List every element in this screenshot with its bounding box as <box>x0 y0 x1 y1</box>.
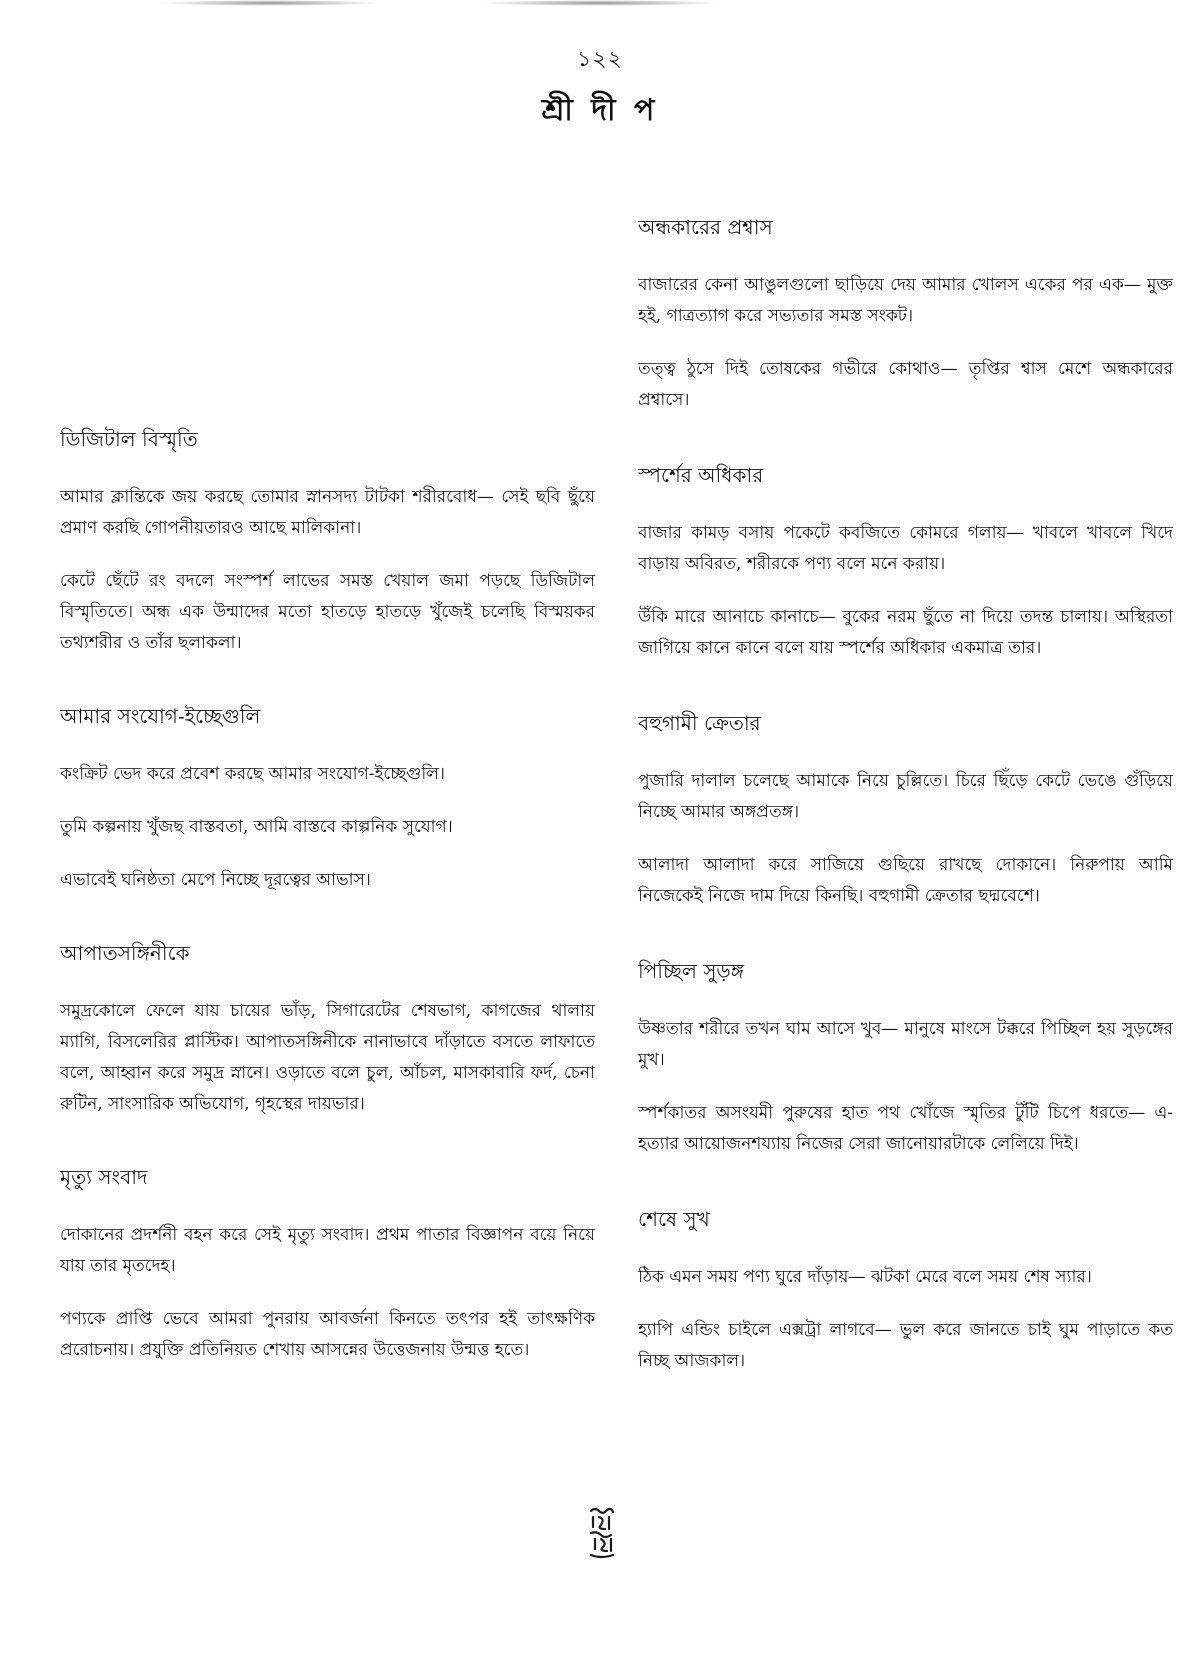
poem-section <box>638 212 1173 416</box>
poem-paragraph: বাজার কামড় বসায় পকেটে কবজিতে কোমরে গলায়— খাবলে খাবলে খিদে বাড়ায় অবিরত, শরীরকে পণ্য বলে মনে করায়। <box>638 523 1173 574</box>
poem-paragraph: আমার ক্লান্তিকে জয় করছে তোমার স্নানসদ্য টাটকা শরীরবোধ— সেই ছবি ছুঁয়ে প্রমাণ করছি গোপনীয়তারও আছে মালিকানা। <box>60 487 595 538</box>
poem-section <box>60 701 595 896</box>
page-number: ১২২ <box>577 47 623 72</box>
poem-paragraph: তুমি কল্পনায় খুঁজছ বাস্তবতা, আমি বাস্তবে কাল্পনিক সুযোগ। <box>60 817 453 837</box>
poem-section <box>638 1204 1173 1377</box>
poem-title: আমার সংযোগ-ইচ্ছেগুলি <box>60 704 261 728</box>
poem-paragraph: উষ্ণতার শরীরে তখন ঘাম আসে খুব— মানুষে মাংসে টক্করে পিচ্ছিল হয় সুড়ঙ্গের মুখ। <box>638 1019 1173 1070</box>
right-column <box>638 212 1173 1425</box>
poem-section <box>638 956 1173 1160</box>
poem-section <box>60 938 595 1120</box>
poem-section <box>638 708 1173 912</box>
poem-title: স্পর্শের অধিকার <box>638 463 764 487</box>
poem-title: মৃত্যু সংবাদ <box>60 1165 148 1189</box>
scan-artifact-right <box>480 0 720 6</box>
poem-paragraph: হ্যাপি এন্ডিং চাইলে এক্সট্রা লাগবে— ভুল করে জানতে চাই ঘুম পাড়াতে কত নিচ্ছ আজকাল। <box>638 1320 1173 1371</box>
poem-title: অন্ধকারের প্রশ্বাস <box>638 215 773 239</box>
poem-paragraph: কেটে ছেঁটে রং বদলে সংস্পর্শ লাভের সমস্ত খেয়াল জমা পড়ছে ডিজিটাল বিস্মৃতিতে। অন্ধ এক উন্মাদের মতো হাতড়ে হাতড়ে খুঁজেই চলেছি বিস্ময়কর তথ্যশরীর ও তাঁর ছলাকলা। <box>60 571 595 653</box>
poem-title: ডিজিটাল বিস্মৃতি <box>60 427 198 451</box>
poem-section <box>60 424 595 659</box>
poem-title: পিচ্ছিল সুড়ঙ্গ <box>638 959 744 983</box>
poem-title: বহুগামী ক্রেতার <box>638 711 761 735</box>
poem-paragraph: পণ্যকে প্রাপ্তি ভেবে আমরা পুনরায় আবর্জনা কিনতে তৎপর হই তাৎক্ষণিক প্ররোচনায়। প্রযুক্তি প্রতিনিয়ত শেখায় আসন্নের উত্তেজনায় উন্মত্ত হতে। <box>60 1309 595 1360</box>
magazine-title: শ্রী দী প <box>541 93 659 128</box>
poem-paragraph: কংক্রিট ভেদ করে প্রবেশ করছে আমার সংযোগ-ইচ্ছেগুলি। <box>60 764 445 784</box>
poem-paragraph: সমুদ্রকোলে ফেলে যায় চায়ের ভাঁড়, সিগারেটের শেষভাগ, কাগজের থালায় ম্যাগি, বিসলেরির প্লাস্টিক। আপাতসঙ্গিনীকে নানাভাবে দাঁড়াতে বসতে লাফাতে বলে, আহ্বান করে সমুদ্র স্নানে। ওড়াতে বলে চুল, আঁচল, মাসকাবারি ফর্দ, চেনা রুটিন, সাংসারিক অভিযোগ, গৃহস্থের দায়ভার। <box>60 1001 595 1114</box>
poem-paragraph: স্পর্শকাতর অসংযমী পুরুষের হাত পথ খোঁজে স্মৃতির টুঁটি চিপে ধরতে— এ-হত্যার আয়োজনশয্যায় নিজের সেরা জানোয়ারটাকে লেলিয়ে দিই। <box>638 1103 1173 1154</box>
poem-section <box>60 1162 595 1366</box>
poem-paragraph: উঁকি মারে আনাচে কানাচে— বুকের নরম ছুঁতে না দিয়ে তদন্ত চালায়। অস্থিরতা জাগিয়ে কানে কানে বলে যায় স্পর্শের অধিকার একমাত্র তার। <box>638 607 1173 658</box>
poem-title: শেষে সুখ <box>638 1207 710 1231</box>
poem-paragraph: এভাবেই ঘনিষ্ঠতা মেপে নিচ্ছে দূরত্বের আভাস। <box>60 870 371 890</box>
left-column <box>60 424 595 1414</box>
poem-title: আপাতসঙ্গিনীকে <box>60 941 190 965</box>
poem-paragraph: দোকানের প্রদর্শনী বহন করে সেই মৃত্যু সংবাদ। প্রথম পাতার বিজ্ঞাপন বয়ে নিয়ে যায় তার মৃতদেহ। <box>60 1225 595 1276</box>
poem-paragraph: আলাদা আলাদা করে সাজিয়ে গুছিয়ে রাখছে দোকানে। নিরুপায় আমি নিজেকেই নিজে দাম দিয়ে কিনছি। বহুগামী ক্রেতার ছদ্মবেশে। <box>638 855 1173 906</box>
poem-paragraph: তত্ত্ব ঠুসে দিই তোষকের গভীরে কোথাও— তৃপ্তির শ্বাস মেশে অন্ধকারের প্রশ্বাসে। <box>638 359 1173 410</box>
poem-paragraph: পুজারি দালাল চলেছে আমাকে নিয়ে চুল্লিতে। চিরে ছিঁড়ে কেটে ভেঙে গুঁড়িয়ে নিচ্ছে আমার অঙ্গপ্রতঙ্গ। <box>638 771 1173 822</box>
magazine-logo-icon <box>585 1505 619 1561</box>
poem-paragraph: ঠিক এমন সময় পণ্য ঘুরে দাঁড়ায়— ঝটকা মেরে বলে সময় শেষ স্যার। <box>638 1267 1092 1287</box>
scan-artifact-left <box>160 0 380 6</box>
poem-section <box>638 460 1173 664</box>
poem-paragraph: বাজারের কেনা আঙুলগুলো ছাড়িয়ে দেয় আমার খোলস একের পর এক— মুক্ত হই, গাত্রত্যাগ করে সভ্যতার সমস্ত সংকট। <box>638 275 1173 326</box>
